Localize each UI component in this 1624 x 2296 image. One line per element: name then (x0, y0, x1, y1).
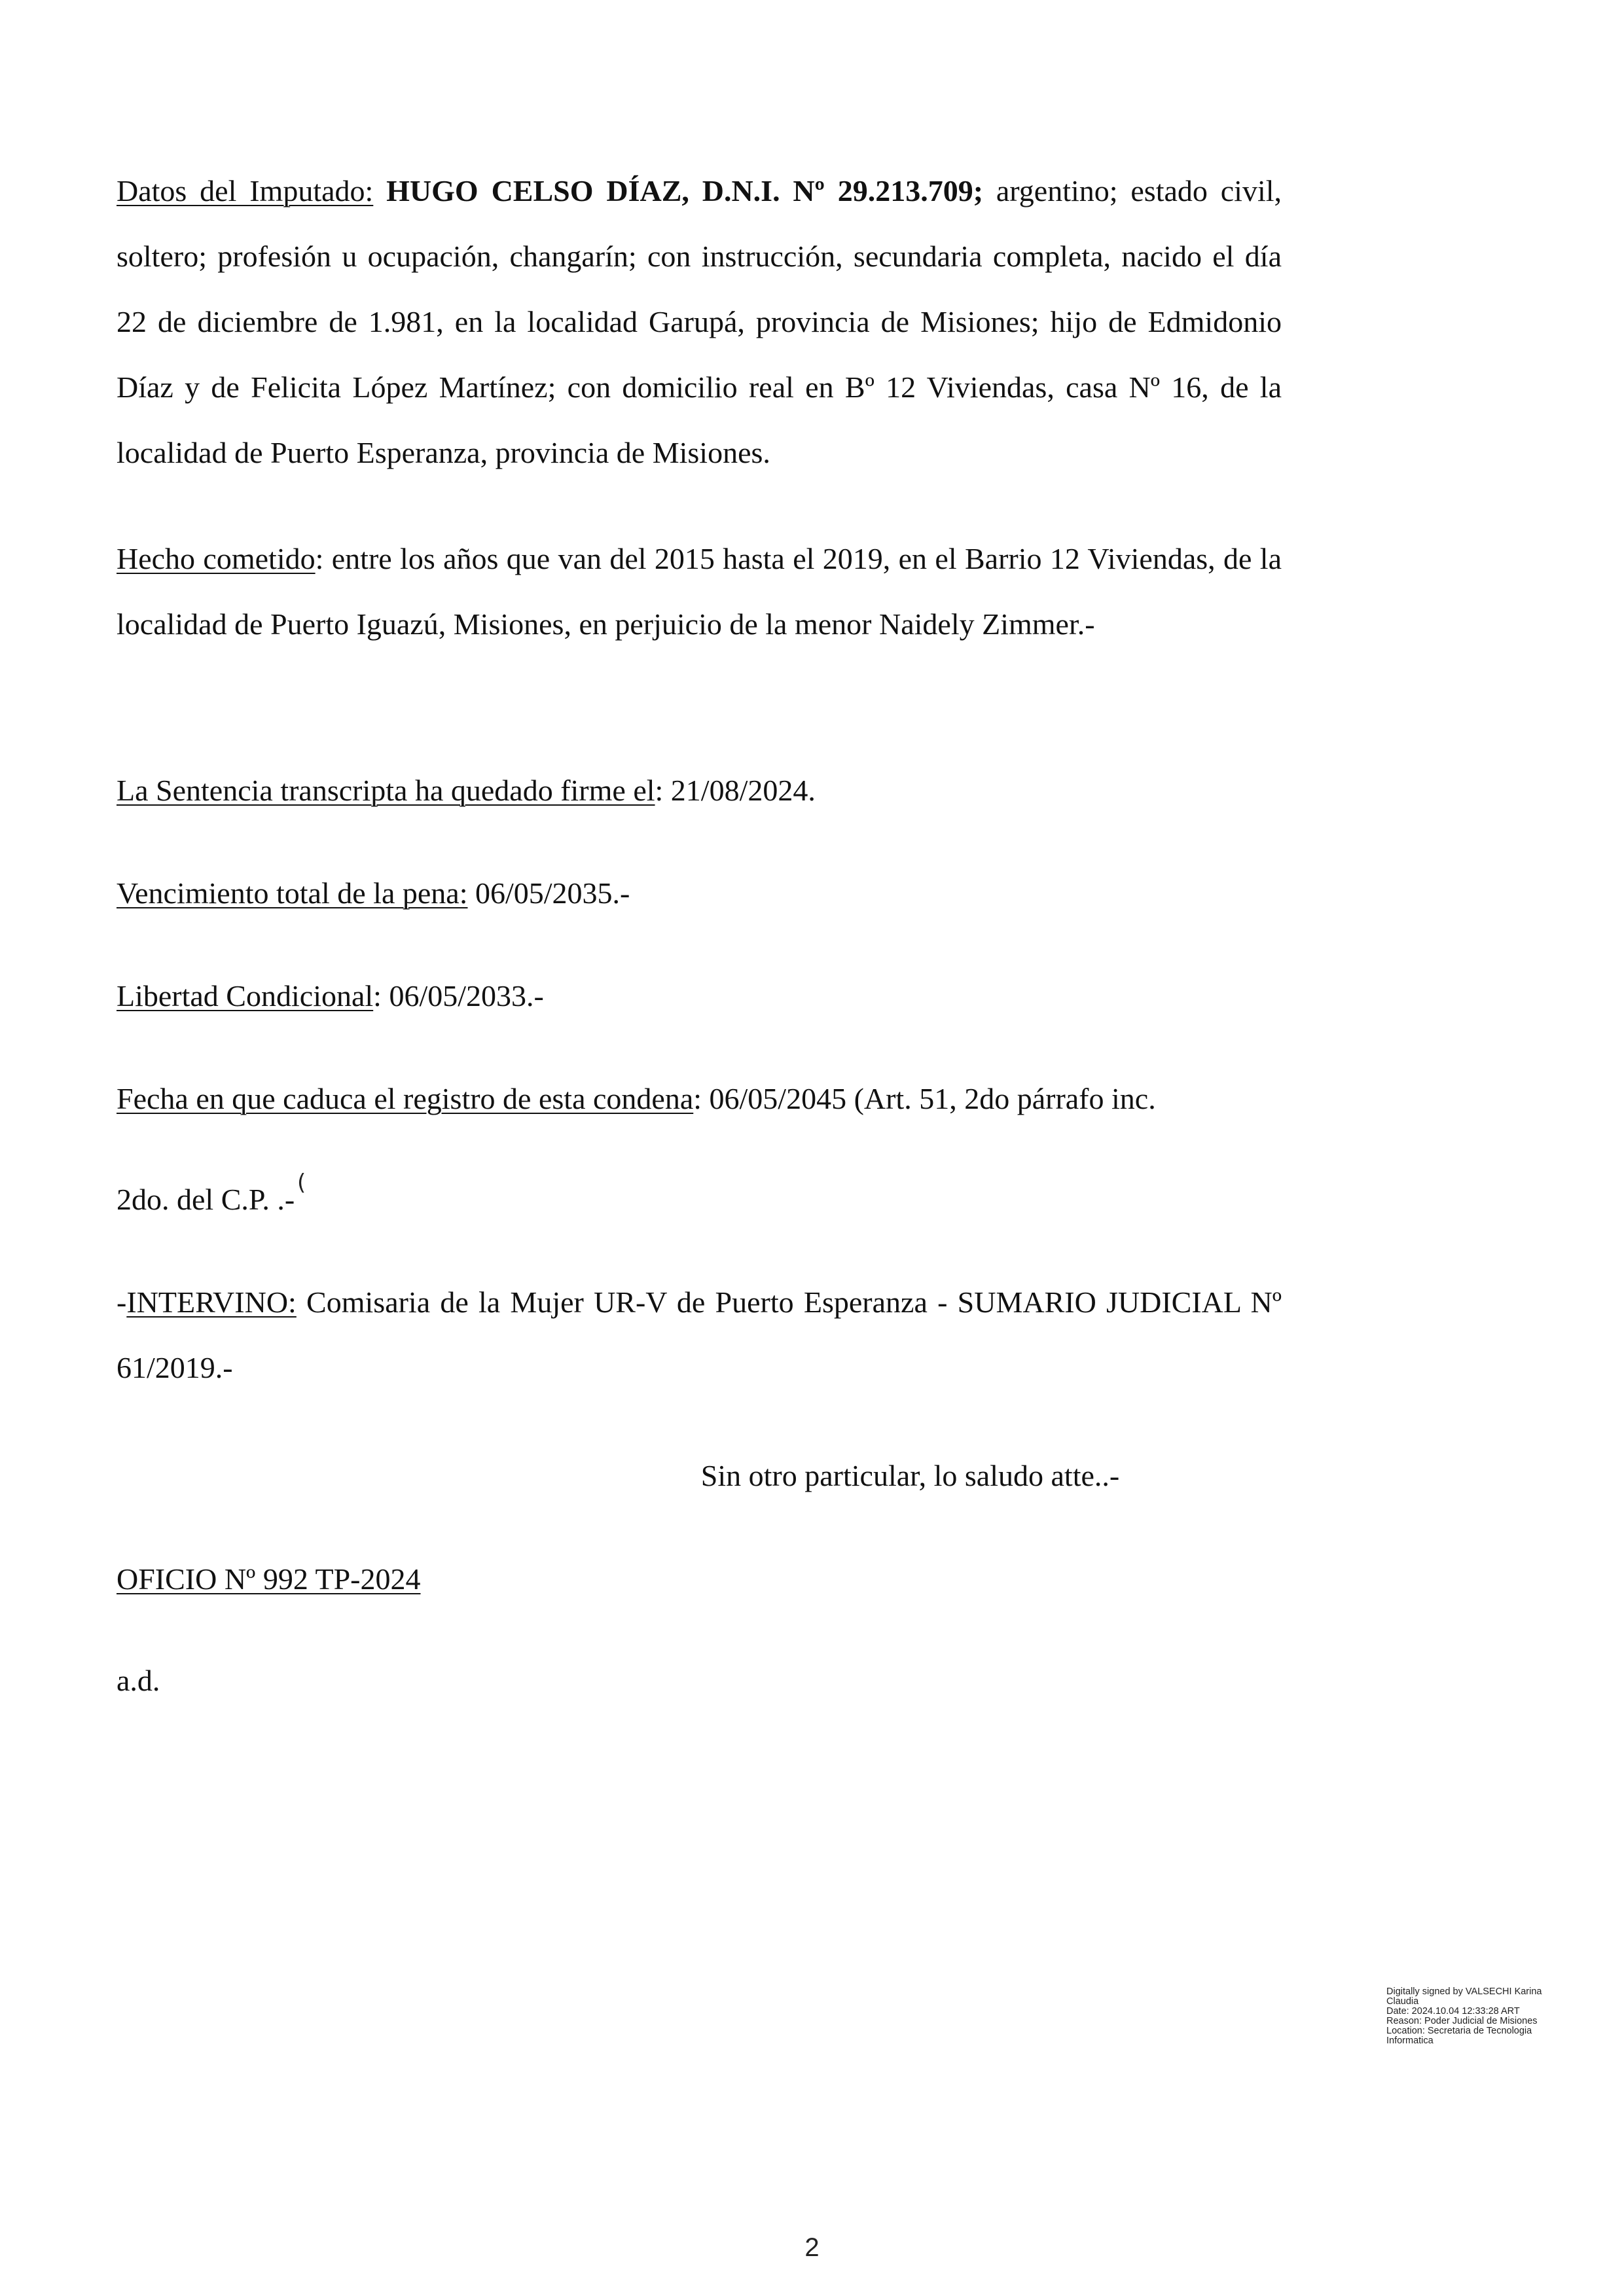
oficio-reference (117, 1547, 1282, 1612)
vencimiento-paragraph (117, 861, 1282, 926)
signature-line-5: Location: Secretaria de Tecnologia (1386, 2026, 1532, 2036)
vencimiento-label: Vencimiento total de la pena: (117, 876, 468, 910)
intervino-label: INTERVINO: (126, 1285, 297, 1319)
signature-line-3: Date: 2024.10.04 12:33:28 ART (1386, 2006, 1520, 2017)
caduca-line2: 2do. del C.P. .- (117, 1183, 295, 1216)
imputado-name-dni: HUGO CELSO DÍAZ, D.N.I. Nº 29.213.709; (386, 174, 984, 207)
caduca-label: Fecha en que caduca el registro de esta condena (117, 1082, 694, 1115)
libertad-text: : 06/05/2033.- (373, 979, 544, 1013)
initials: a.d. (117, 1664, 160, 1697)
digital-signature-block (1386, 1987, 1596, 2046)
imputado-paragraph (117, 158, 1282, 486)
vencimiento-text: 06/05/2035.- (467, 876, 630, 910)
caduca-paragraph (117, 1066, 1282, 1132)
firme-text: : 21/08/2024. (655, 774, 816, 807)
signature-line-1: Digitally signed by VALSECHI Karina (1386, 1986, 1542, 1997)
page-number: 2 (804, 2233, 820, 2262)
intervino-paragraph (117, 1270, 1282, 1401)
signature-line-4: Reason: Poder Judicial de Misiones (1386, 2016, 1538, 2026)
caduca-text: : 06/05/2045 (Art. 51, 2do párrafo inc. (693, 1082, 1156, 1115)
closing-salutation: Sin otro particular, lo saludo atte..- (700, 1459, 1120, 1492)
hecho-text: : entre los años que van del 2015 hasta el 2019, en el Barrio 12 Viviendas, de la localidad de Puerto Iguazú, Misiones, en perjuicio de la menor Naidely Zimmer.- (117, 542, 1282, 641)
hecho-paragraph (117, 526, 1282, 657)
caduca-paragraph-line2 (117, 1167, 1282, 1232)
signature-line-2: Claudia (1386, 1996, 1419, 2007)
intervino-text: Comisaria de la Mujer UR-V de Puerto Esperanza - SUMARIO JUDICIAL Nº 61/2019.- (117, 1285, 1282, 1384)
firme-label: La Sentencia transcripta ha quedado firme el (117, 774, 655, 807)
imputado-details: argentino; estado civil, soltero; profesión u ocupación, changarín; con instrucción, secundaria completa, nacido el día 22 de diciembre de 1.981, en la localidad Garupá, provincia de Misiones; hijo de Edmidonio Díaz y de Felicita López Martínez; con domicilio real en Bº 12 Viviendas, casa Nº 16, de la localidad de Puerto Esperanza, provincia de Misiones. (117, 174, 1282, 469)
libertad-paragraph (117, 963, 1282, 1029)
handwritten-mark-icon: ( (297, 1170, 306, 1196)
signature-line-6: Informatica (1386, 2036, 1434, 2046)
oficio-number: OFICIO Nº 992 TP-2024 (117, 1562, 421, 1596)
imputado-label: Datos del Imputado: (117, 174, 374, 207)
firme-paragraph (117, 758, 1282, 823)
intervino-prefix: - (117, 1285, 127, 1319)
libertad-label: Libertad Condicional (117, 979, 374, 1013)
hecho-label: Hecho cometido (117, 542, 316, 575)
